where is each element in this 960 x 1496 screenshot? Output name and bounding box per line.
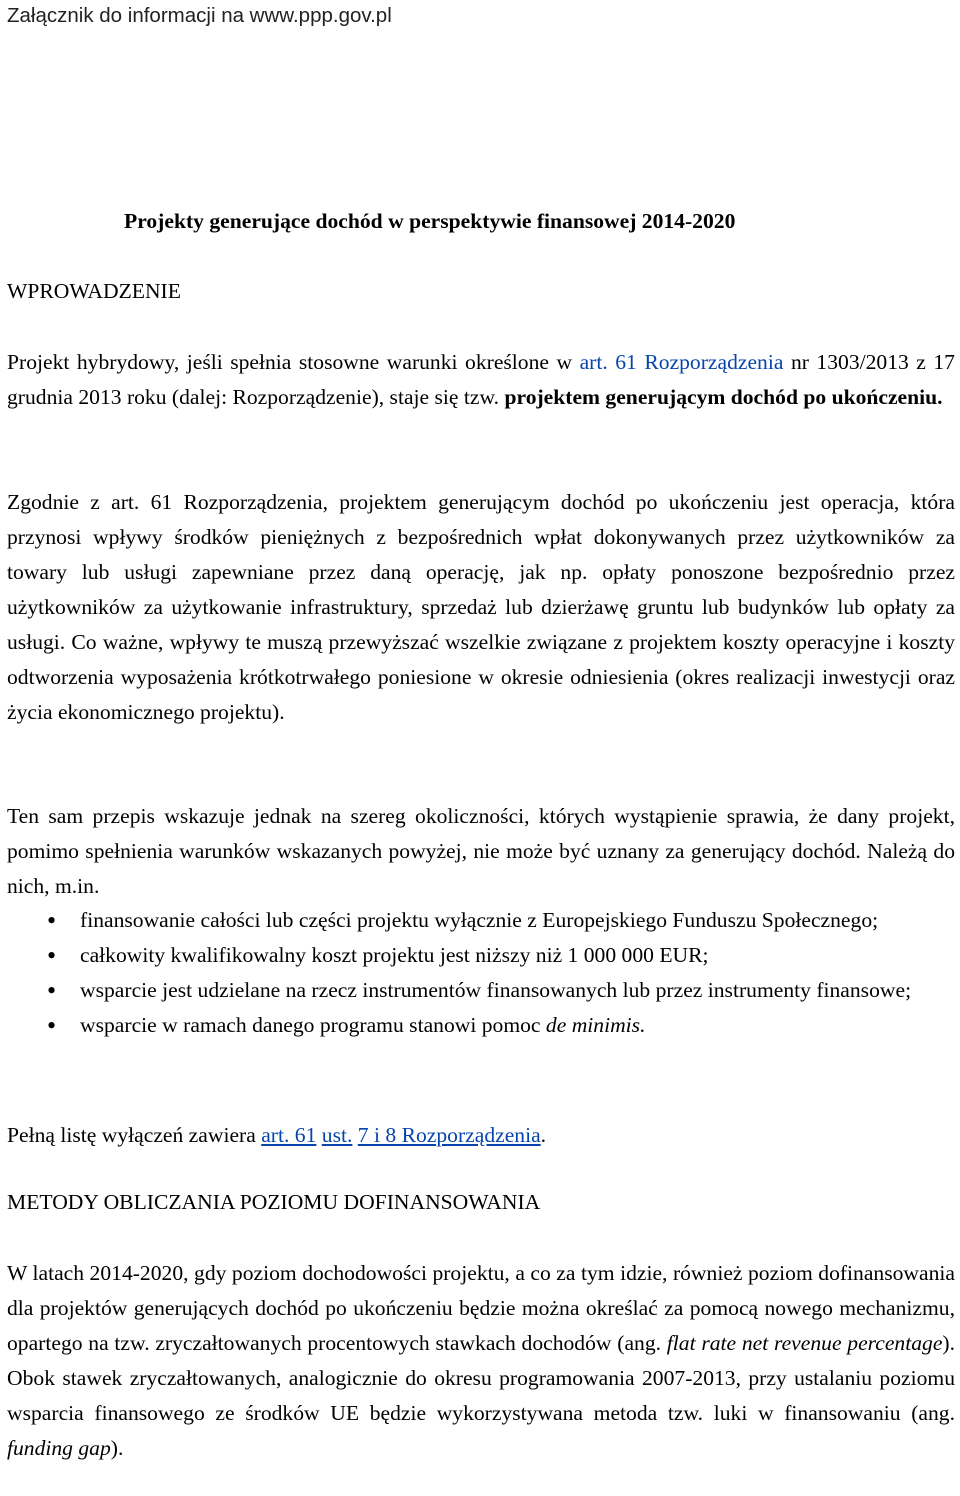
paragraph-full-list: Pełną listę wyłączeń zawiera art. 61 ust. 7 i 8 Rozporządzenia. [7,1123,547,1147]
paragraph-exceptions-intro: Ten sam przepis wskazuje jednak na szereg okoliczności, których wystąpienie sprawia, że dany projekt, pomimo spełnienia warunków wskazanych powyżej, nie może być uznany za generujący dochód. Należą do nich, m.in. [7,804,955,898]
section-heading-methods: METODY OBLICZANIA POZIOMU DOFINANSOWANIA [7,1190,541,1214]
link-art-61[interactable]: art. 61 [261,1123,317,1147]
italic-term: funding gap [7,1436,111,1460]
page-header: Załącznik do informacji na www.ppp.gov.pl [7,4,392,27]
exceptions-list [7,903,955,1043]
paragraph-text: W latach 2014-2020, gdy poziom dochodowości projektu, a co za tym idzie, również poziom dofinansowania dla projektów generujących dochód po ukończeniu będzie można określać za pomocą nowego mechanizmu, opartego na tzw. zryczałtowanych procentowych stawkach dochodów (ang. [7,1261,955,1355]
list-item: • całkowity kwalifikowalny koszt projektu jest niższy niż 1 000 000 EUR; [7,938,955,973]
italic-term: flat rate net revenue percentage [666,1331,943,1355]
paragraph-text: ). Obok stawek zryczałtowanych, analogicznie do okresu programowania 2007-2013, przy ustalaniu poziomu wsparcia finansowego ze środków UE będzie wykorzystywana metoda tzw. luki w finansowaniu (ang. [7,1331,955,1425]
paragraph-text: Pełną listę wyłączeń zawiera [7,1123,262,1147]
paragraph-methods: W latach 2014-2020, gdy poziom dochodowości projektu, a co za tym idzie, również poziom dofinansowania dla projektów generujących dochód po ukończeniu będzie można określać za pomocą nowego mechanizmu, opartego na tzw. zryczałtowanych procentowych stawkach dochodów (ang. flat rate net revenue percentage). Obok stawek zryczałtowanych, analogicznie do okresu programowania 2007-2013, przy ustalaniu poziomu wsparcia finansowego ze środków UE będzie wykorzystywana metoda tzw. luki w finansowaniu (ang. funding gap). [7,1261,955,1460]
bold-term: projektem generującym dochód po ukończeniu. [504,385,943,409]
link-regulation[interactable]: 7 i 8 Rozporządzenia [357,1123,541,1147]
paragraph-text: Projekt hybrydowy, jeśli spełnia stosowne warunki określone w [7,350,580,374]
list-item [7,1008,955,1043]
paragraph-text: nr 1303/2013 z 17 grudnia 2013 roku (dalej: Rozporządzenie), staje się tzw. [7,350,955,409]
italic-term: de minimis. [545,1013,646,1037]
section-heading-intro: WPROWADZENIE [7,279,181,303]
link-ust[interactable]: ust. [321,1123,353,1147]
list-item: • wsparcie jest udzielane na rzecz instrumentów finansowanych lub przez instrumenty finansowe; [7,973,955,1008]
paragraph-hybrid-project [7,345,955,415]
list-item-text: wsparcie w ramach danego programu stanowi pomoc [80,1013,546,1037]
paragraph-definition: Zgodnie z art. 61 Rozporządzenia, projektem generującym dochód po ukończeniu jest operacja, która przynosi wpływy środków pieniężnych z bezpośrednich wpłat dokonywanych przez użytkowników za towary lub usługi zapewniane przez daną operację, jak np. opłaty ponoszone bezpośrednio przez użytkowników za użytkowanie infrastruktury, sprzedaż lub dzierżawę gruntu lub budynków lub opłaty za usługi. Co ważne, wpływy te muszą przewyższać wszelkie związane z projektem koszty operacyjne i koszty odtworzenia wyposażenia krótkotrwałego poniesione w okresie odniesienia (okres realizacji inwestycji oraz życia ekonomicznego projektu). [7,490,955,724]
link-art-61[interactable]: art. 61 Rozporządzenia [579,350,784,374]
list-item: • finansowanie całości lub części projektu wyłącznie z Europejskiego Funduszu Społecznego; [7,903,955,938]
document-title: Projekty generujące dochód w perspektywie finansowej 2014-2020 [124,209,736,233]
